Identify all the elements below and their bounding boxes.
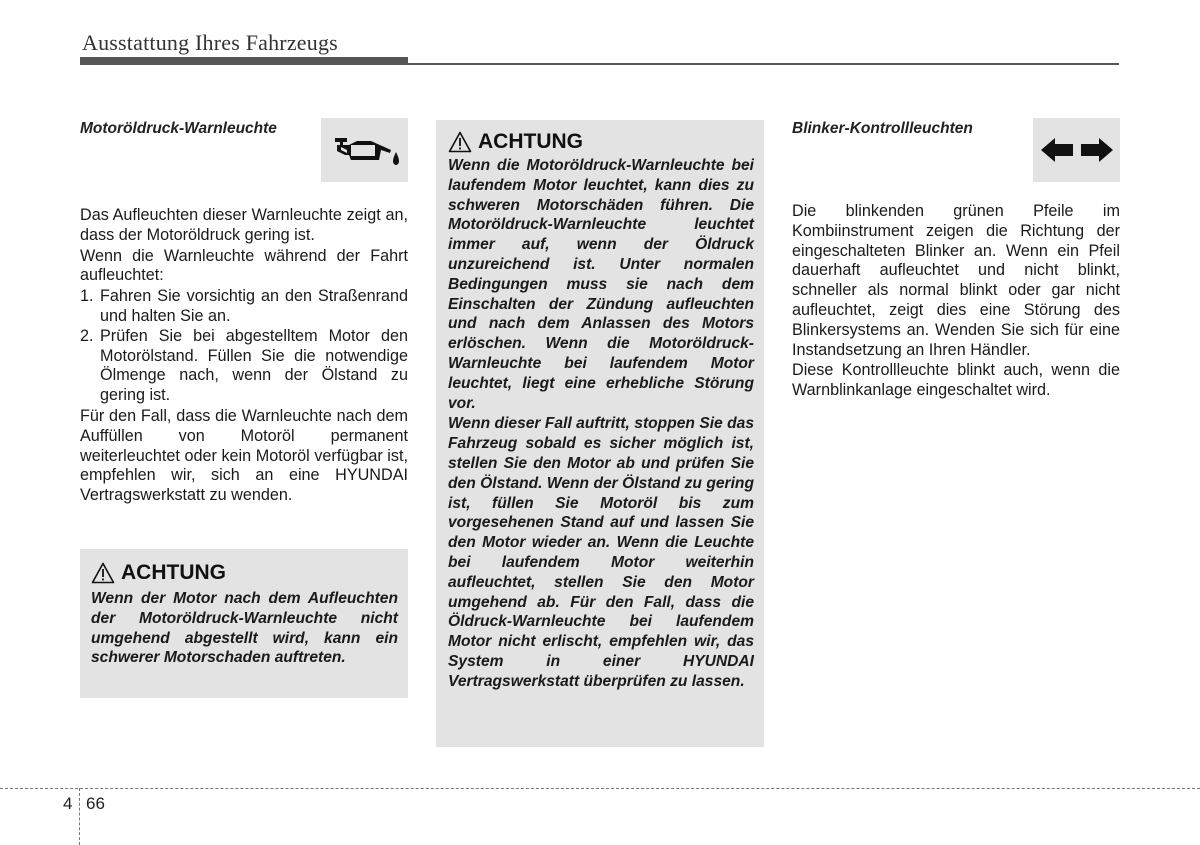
- page-number: 66: [86, 794, 105, 813]
- section-title-oil-pressure: Motoröldruck-Warnleuchte: [80, 120, 277, 137]
- header-rule-thin: [408, 63, 1119, 65]
- chapter-number: 4: [63, 794, 73, 813]
- footer-vertical-divider: [79, 788, 80, 845]
- oil-pressure-paragraph-3: Für den Fall, dass die Warnleuchte nach dem Auffüllen von Motoröl permanent weiterleuchtet oder kein Motoröl verfügbar ist, empfehlen wir, sich an eine HYUNDAI Vertragswerkstatt zu wenden.: [80, 406, 408, 505]
- oil-can-icon: [321, 118, 408, 182]
- warning-header: [91, 561, 398, 585]
- list-item: 1. Fahren Sie vorsichtig an den Straßenrand und halten Sie an.: [80, 287, 408, 325]
- warning-paragraph-2: Wenn dieser Fall auftritt, stoppen Sie das Fahrzeug sobald es sicher möglich ist, stellen Sie den Motor ab und prüfen Sie den Ölstand. Wenn der Ölstand zu gering ist, füllen Sie Motoröl bis zum vorgesehenen Stand auf und lassen Sie den Motor wieder an. Wenn die Leuchte bei laufendem Motor weiterhin aufleuchtet, stellen Sie den Motor umgehend ab. Für den Fall, dass die Öldruck-Warnleuchte bei laufendem Motor nicht erlischt, empfehlen wir, das System in einer HYUNDAI Vertragswerkstatt überprüfen zu lassen.: [448, 415, 754, 690]
- warning-paragraph-1: Wenn die Motoröldruck-Warnleuchte bei laufendem Motor leuchtet, kann dies zu schweren Motorschäden führen. Die Motoröldruck-Warnleuchte leuchtet immer auf, wenn der Öldruck unzureichend ist. Unter normalen Bedingungen muss sie nach dem Einschalten der Zündung aufleuchten und nach dem Anlassen des Motors erlöschen. Wenn die Motoröldruck-Warnleuchte bei laufendem Motor leuchtet, liegt eine erhebliche Störung vor.: [448, 157, 754, 412]
- oil-pressure-steps: [80, 287, 408, 406]
- right-column: [792, 118, 1120, 401]
- oil-pressure-paragraph-1: Das Aufleuchten dieser Warnleuchte zeigt an, dass der Motoröldruck gering ist.: [80, 206, 408, 244]
- page-header-title: Ausstattung Ihres Fahrzeugs: [82, 30, 338, 55]
- turn-signal-section-header: [792, 118, 1120, 184]
- warning-box-left: [80, 549, 408, 698]
- turn-signal-paragraph-1: Die blinkenden grünen Pfeile im Kombiinstrument zeigen die Richtung der eingeschalteten Blinker an. Wenn ein Pfeil dauerhaft aufleuchtet und nicht blinkt, schneller als normal blinkt oder gar nicht aufleuchtet, zeigt dies eine Störung des Blinkersystems an. Wenden Sie sich für eine Instandsetzung an Ihren Händler.: [792, 202, 1120, 359]
- warning-title: ACHTUNG: [478, 130, 583, 153]
- warning-header: [448, 130, 754, 154]
- oil-pressure-paragraph-2: Wenn die Warnleuchte während der Fahrt aufleuchtet:: [80, 246, 408, 285]
- list-item: 2. Prüfen Sie bei abgestelltem Motor den Motorölstand. Füllen Sie die notwendige Ölmenge nach, wenn der Ölstand zu gering ist.: [80, 326, 408, 405]
- warning-box-middle: [436, 120, 764, 747]
- warning-triangle-icon: [91, 562, 115, 584]
- warning-triangle-icon: [448, 131, 472, 153]
- warning-text: Wenn der Motor nach dem Aufleuchten der Motoröldruck-Warnleuchte nicht umgehend abgestellt wird, kann ein schwerer Motorschaden auftreten.: [91, 590, 398, 667]
- turn-signal-paragraph-2: Diese Kontrollleuchte blinkt auch, wenn die Warnblinkanlage eingeschaltet wird.: [792, 361, 1120, 400]
- footer-divider: [0, 788, 1200, 789]
- section-title-turn-signal: Blinker-Kontrollleuchten: [792, 120, 973, 137]
- header-rule-thick: [80, 57, 408, 65]
- left-column: [80, 118, 408, 506]
- oil-pressure-section-header: [80, 118, 408, 184]
- turn-signal-arrows-icon: [1033, 118, 1120, 182]
- warning-title: ACHTUNG: [121, 561, 226, 584]
